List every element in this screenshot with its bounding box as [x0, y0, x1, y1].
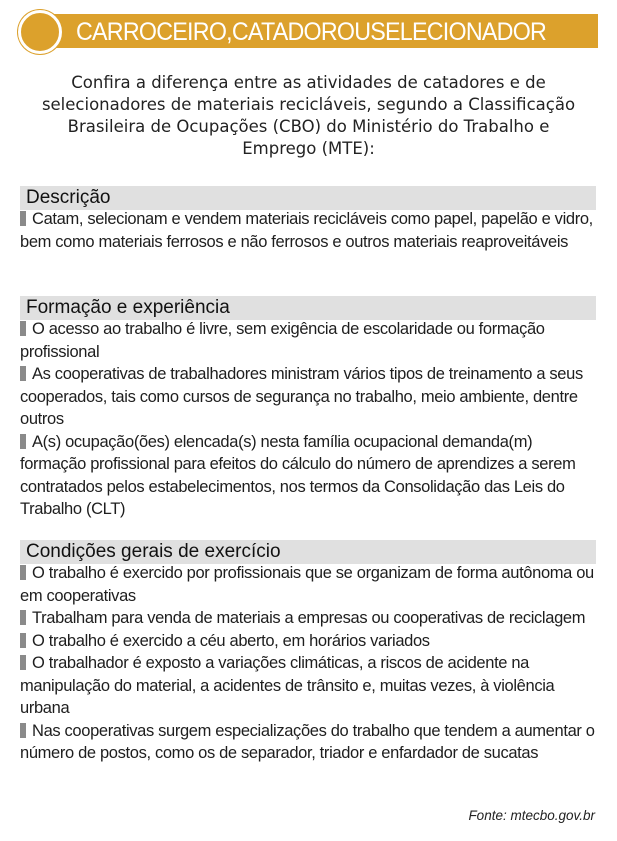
- header-circle-icon: [18, 10, 62, 54]
- section-title-descricao: Descrição: [20, 186, 596, 210]
- source-caption: Fonte: mtecbo.gov.br: [468, 808, 595, 823]
- list-item-text: Trabalham para venda de materiais a empresas ou cooperativas de reciclagem: [32, 609, 586, 627]
- bullet-icon: [20, 366, 26, 381]
- section-title-formacao: Formação e experiência: [20, 296, 596, 320]
- bullet-icon: [20, 565, 26, 580]
- list-item: [20, 630, 600, 653]
- list-item: [20, 562, 600, 607]
- section-body-descricao: [20, 208, 600, 253]
- page-title: CARROCEIRO,CATADOROUSELECIONADOR: [76, 18, 547, 46]
- section-title-condicoes: Condições gerais de exercício: [20, 540, 596, 564]
- list-item-text: Nas cooperativas surgem especializações do trabalho que tendem a aumentar o número de postos, como os de separador, triador e enfardador de sucatas: [20, 721, 595, 762]
- bullet-icon: [20, 434, 26, 449]
- list-item: [20, 208, 600, 253]
- list-item: [20, 607, 600, 630]
- list-item: [20, 431, 600, 521]
- bullet-icon: [20, 633, 26, 648]
- list-item-text: Catam, selecionam e vendem materiais recicláveis como papel, papelão e vidro, bem como materiais ferrosos e não ferrosos e outros materiais reaproveitáveis: [20, 210, 593, 251]
- list-item-text: A(s) ocupação(ões) elencada(s) nesta família ocupacional demanda(m) formação profissional para efeitos do cálculo do número de aprendizes a serem contratados pelos estabelecimentos, nos termos da Consolidação das Leis do Trabalho (CLT): [20, 432, 576, 518]
- list-item: [20, 318, 600, 363]
- list-item: [20, 363, 600, 431]
- bullet-icon: [20, 211, 26, 226]
- section-body-formacao: [20, 318, 600, 521]
- intro-text: Confira a diferença entre as atividades de catadores e de selecionadores de materiais recicláveis, segundo a Classificação Brasileira de Ocupações (CBO) do Ministério do Trabalho e Emprego (MTE):: [41, 73, 576, 158]
- list-item-text: O trabalho é exercido por profissionais que se organizam de forma autônoma ou em cooperativas: [20, 564, 594, 605]
- list-item-text: O trabalhador é exposto a variações climáticas, a riscos de acidente na manipulação do material, a acidentes de trânsito e, muitas vezes, à violência urbana: [20, 654, 555, 717]
- bullet-icon: [20, 655, 26, 670]
- list-item: [20, 652, 600, 720]
- section-body-condicoes: [20, 562, 600, 765]
- header-banner: [18, 10, 598, 54]
- bullet-icon: [20, 321, 26, 336]
- list-item-text: O acesso ao trabalho é livre, sem exigência de escolaridade ou formação profissional: [20, 320, 545, 361]
- bullet-icon: [20, 610, 26, 625]
- bullet-icon: [20, 723, 26, 738]
- list-item-text: O trabalho é exercido a céu aberto, em horários variados: [32, 631, 430, 650]
- list-item: [20, 720, 600, 765]
- list-item-text: As cooperativas de trabalhadores ministram vários tipos de treinamento a seus cooperados, tais como cursos de segurança no trabalho, meio ambiente, dentre outros: [20, 365, 583, 428]
